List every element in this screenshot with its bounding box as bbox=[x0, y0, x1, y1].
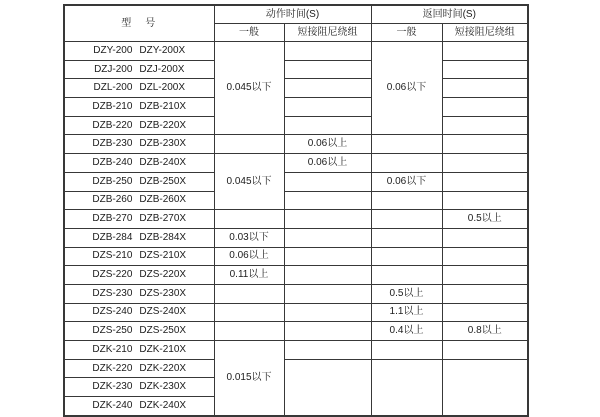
act-damped-cell bbox=[284, 60, 371, 79]
model-cell bbox=[64, 42, 214, 61]
model-label-1: DZK-210 bbox=[92, 343, 133, 355]
model-cell bbox=[64, 172, 214, 191]
table-row bbox=[64, 303, 528, 322]
model-pair bbox=[65, 270, 214, 280]
ret-damped-cell bbox=[442, 303, 528, 322]
table-row bbox=[64, 172, 528, 191]
model-label-2: DZB-240X bbox=[139, 156, 187, 168]
model-cell bbox=[64, 322, 214, 341]
ret-damped-cell bbox=[442, 154, 528, 173]
ret-damped-cell bbox=[442, 247, 528, 266]
ret-general-cell: 1.1以上 bbox=[371, 303, 442, 322]
model-label-1: DZB-210 bbox=[92, 100, 133, 112]
act-damped-cell bbox=[284, 79, 371, 98]
act-damped-cell bbox=[284, 116, 371, 135]
ret-general-cell bbox=[371, 247, 442, 266]
ret-general-cell: 0.06以下 bbox=[371, 42, 442, 135]
act-general-cell: 0.045以下 bbox=[214, 154, 284, 210]
model-cell bbox=[64, 397, 214, 416]
table-row bbox=[64, 154, 528, 173]
model-label-2: DZB-250X bbox=[139, 175, 187, 187]
act-damped-cell bbox=[284, 228, 371, 247]
ret-damped-cell bbox=[442, 228, 528, 247]
ret-damped-cell: 0.5以上 bbox=[442, 210, 528, 229]
ret-general-cell bbox=[371, 341, 442, 360]
model-cell bbox=[64, 228, 214, 247]
model-pair bbox=[65, 195, 214, 205]
model-cell bbox=[64, 98, 214, 117]
model-label-2: DZS-240X bbox=[139, 306, 187, 318]
act-damped-cell bbox=[284, 191, 371, 210]
model-pair bbox=[65, 177, 214, 187]
model-cell bbox=[64, 266, 214, 285]
model-pair bbox=[65, 139, 214, 149]
ret-damped-cell bbox=[442, 116, 528, 135]
model-label-2: DZB-270X bbox=[139, 213, 187, 225]
act-general-cell: 0.015以下 bbox=[214, 341, 284, 416]
model-label-2: DZB-260X bbox=[139, 194, 187, 206]
act-general-cell: 0.06以上 bbox=[214, 247, 284, 266]
ret-general-cell bbox=[371, 210, 442, 229]
model-label-2: DZS-230X bbox=[139, 287, 187, 299]
table-row bbox=[64, 135, 528, 154]
ret-general-cell bbox=[371, 135, 442, 154]
model-pair bbox=[65, 65, 214, 75]
act-damped-cell bbox=[284, 42, 371, 61]
model-label-1: DZB-284 bbox=[92, 231, 133, 243]
act-general-cell bbox=[214, 284, 284, 303]
act-general-cell bbox=[214, 322, 284, 341]
model-label-2: DZS-210X bbox=[139, 250, 187, 262]
model-label-1: DZL-200 bbox=[93, 82, 133, 94]
model-label-2: DZK-220X bbox=[139, 362, 187, 374]
act-damped-cell bbox=[284, 359, 371, 416]
model-pair bbox=[65, 233, 214, 243]
spec-table bbox=[63, 4, 529, 417]
ret-general-cell bbox=[371, 266, 442, 285]
model-pair bbox=[65, 83, 214, 93]
table-body bbox=[64, 42, 528, 416]
model-pair bbox=[65, 326, 214, 336]
model-cell bbox=[64, 341, 214, 360]
header-return-general: 一般 bbox=[371, 24, 442, 42]
header-action-general: 一般 bbox=[214, 24, 284, 42]
model-label-1: DZB-230 bbox=[92, 138, 133, 150]
ret-general-cell: 0.06以下 bbox=[371, 172, 442, 191]
ret-damped-cell bbox=[442, 284, 528, 303]
model-pair bbox=[65, 102, 214, 112]
ret-general-cell bbox=[371, 154, 442, 173]
model-cell bbox=[64, 79, 214, 98]
header-action-damped: 短接阻尼绕组 bbox=[284, 24, 371, 42]
model-label-2: DZS-220X bbox=[139, 269, 187, 281]
model-pair bbox=[65, 401, 214, 411]
model-label-2: DZB-210X bbox=[139, 100, 187, 112]
ret-general-cell bbox=[371, 359, 442, 416]
model-label-2: DZS-250X bbox=[139, 325, 187, 337]
model-pair bbox=[65, 158, 214, 168]
act-damped-cell bbox=[284, 341, 371, 360]
table-row bbox=[64, 191, 528, 210]
model-label-1: DZB-240 bbox=[92, 156, 133, 168]
model-label-1: DZJ-200 bbox=[94, 63, 133, 75]
act-general-cell bbox=[214, 135, 284, 154]
model-label-2: DZY-200X bbox=[139, 44, 186, 56]
header-model: 型 号 bbox=[64, 5, 214, 42]
model-cell bbox=[64, 154, 214, 173]
act-damped-cell bbox=[284, 98, 371, 117]
table-row bbox=[64, 341, 528, 360]
ret-general-cell: 0.4以上 bbox=[371, 322, 442, 341]
model-label-1: DZB-220 bbox=[92, 119, 133, 131]
table-row bbox=[64, 322, 528, 341]
header-action-time: 动作时间(S) bbox=[214, 5, 371, 24]
ret-general-cell bbox=[371, 228, 442, 247]
model-cell bbox=[64, 303, 214, 322]
act-damped-cell bbox=[284, 172, 371, 191]
model-label-1: DZS-220 bbox=[92, 269, 133, 281]
model-pair bbox=[65, 214, 214, 224]
header-return-damped: 短接阻尼绕组 bbox=[442, 24, 528, 42]
model-pair bbox=[65, 345, 214, 355]
model-label-2: DZJ-200X bbox=[139, 63, 185, 75]
model-cell bbox=[64, 210, 214, 229]
table-row bbox=[64, 228, 528, 247]
model-cell bbox=[64, 135, 214, 154]
ret-general-cell: 0.5以上 bbox=[371, 284, 442, 303]
model-label-1: DZS-250 bbox=[92, 325, 133, 337]
model-cell bbox=[64, 359, 214, 378]
act-general-cell: 0.03以下 bbox=[214, 228, 284, 247]
ret-damped-cell bbox=[442, 341, 528, 360]
model-label-2: DZL-200X bbox=[139, 82, 185, 94]
model-label-2: DZK-240X bbox=[139, 399, 187, 411]
model-label-1: DZB-260 bbox=[92, 194, 133, 206]
model-cell bbox=[64, 378, 214, 397]
act-damped-cell bbox=[284, 247, 371, 266]
model-label-1: DZK-220 bbox=[92, 362, 133, 374]
model-pair bbox=[65, 289, 214, 299]
model-label-2: DZB-220X bbox=[139, 119, 187, 131]
model-cell bbox=[64, 191, 214, 210]
header-return-time: 返回时间(S) bbox=[371, 5, 528, 24]
ret-general-cell bbox=[371, 191, 442, 210]
ret-damped-cell bbox=[442, 60, 528, 79]
table-row bbox=[64, 247, 528, 266]
table-row bbox=[64, 79, 528, 98]
model-label-1: DZS-240 bbox=[92, 306, 133, 318]
table-row bbox=[64, 60, 528, 79]
act-general-cell bbox=[214, 210, 284, 229]
model-label-1: DZS-210 bbox=[92, 250, 133, 262]
model-label-2: DZB-284X bbox=[139, 231, 187, 243]
act-damped-cell bbox=[284, 322, 371, 341]
ret-damped-cell bbox=[442, 98, 528, 117]
model-label-1: DZS-230 bbox=[92, 287, 133, 299]
act-damped-cell bbox=[284, 266, 371, 285]
act-damped-cell bbox=[284, 284, 371, 303]
model-label-2: DZB-230X bbox=[139, 138, 187, 150]
model-pair bbox=[65, 364, 214, 374]
ret-damped-cell bbox=[442, 172, 528, 191]
model-pair bbox=[65, 251, 214, 261]
table-row bbox=[64, 116, 528, 135]
model-cell bbox=[64, 116, 214, 135]
ret-damped-cell bbox=[442, 79, 528, 98]
model-label-2: DZK-210X bbox=[139, 343, 187, 355]
model-pair bbox=[65, 307, 214, 317]
model-label-2: DZK-230X bbox=[139, 381, 187, 393]
table-row bbox=[64, 266, 528, 285]
act-general-cell bbox=[214, 303, 284, 322]
act-general-cell: 0.11以上 bbox=[214, 266, 284, 285]
table-row bbox=[64, 42, 528, 61]
ret-damped-cell bbox=[442, 42, 528, 61]
model-label-1: DZK-230 bbox=[92, 381, 133, 393]
act-damped-cell bbox=[284, 210, 371, 229]
table-row bbox=[64, 210, 528, 229]
model-cell bbox=[64, 284, 214, 303]
model-label-1: DZY-200 bbox=[93, 44, 133, 56]
ret-damped-cell bbox=[442, 135, 528, 154]
model-pair bbox=[65, 382, 214, 392]
act-damped-cell bbox=[284, 303, 371, 322]
model-label-1: DZK-240 bbox=[92, 399, 133, 411]
ret-damped-cell bbox=[442, 359, 528, 416]
act-damped-cell: 0.06以上 bbox=[284, 135, 371, 154]
act-damped-cell: 0.06以上 bbox=[284, 154, 371, 173]
ret-damped-cell: 0.8以上 bbox=[442, 322, 528, 341]
model-cell bbox=[64, 60, 214, 79]
table-row bbox=[64, 359, 528, 378]
model-label-1: DZB-270 bbox=[92, 213, 133, 225]
model-pair bbox=[65, 121, 214, 131]
table-row bbox=[64, 98, 528, 117]
ret-damped-cell bbox=[442, 266, 528, 285]
table-row bbox=[64, 284, 528, 303]
act-general-cell: 0.045以下 bbox=[214, 42, 284, 135]
ret-damped-cell bbox=[442, 191, 528, 210]
model-label-1: DZB-250 bbox=[92, 175, 133, 187]
header-row-1 bbox=[64, 5, 528, 24]
model-pair bbox=[65, 46, 214, 56]
model-cell bbox=[64, 247, 214, 266]
